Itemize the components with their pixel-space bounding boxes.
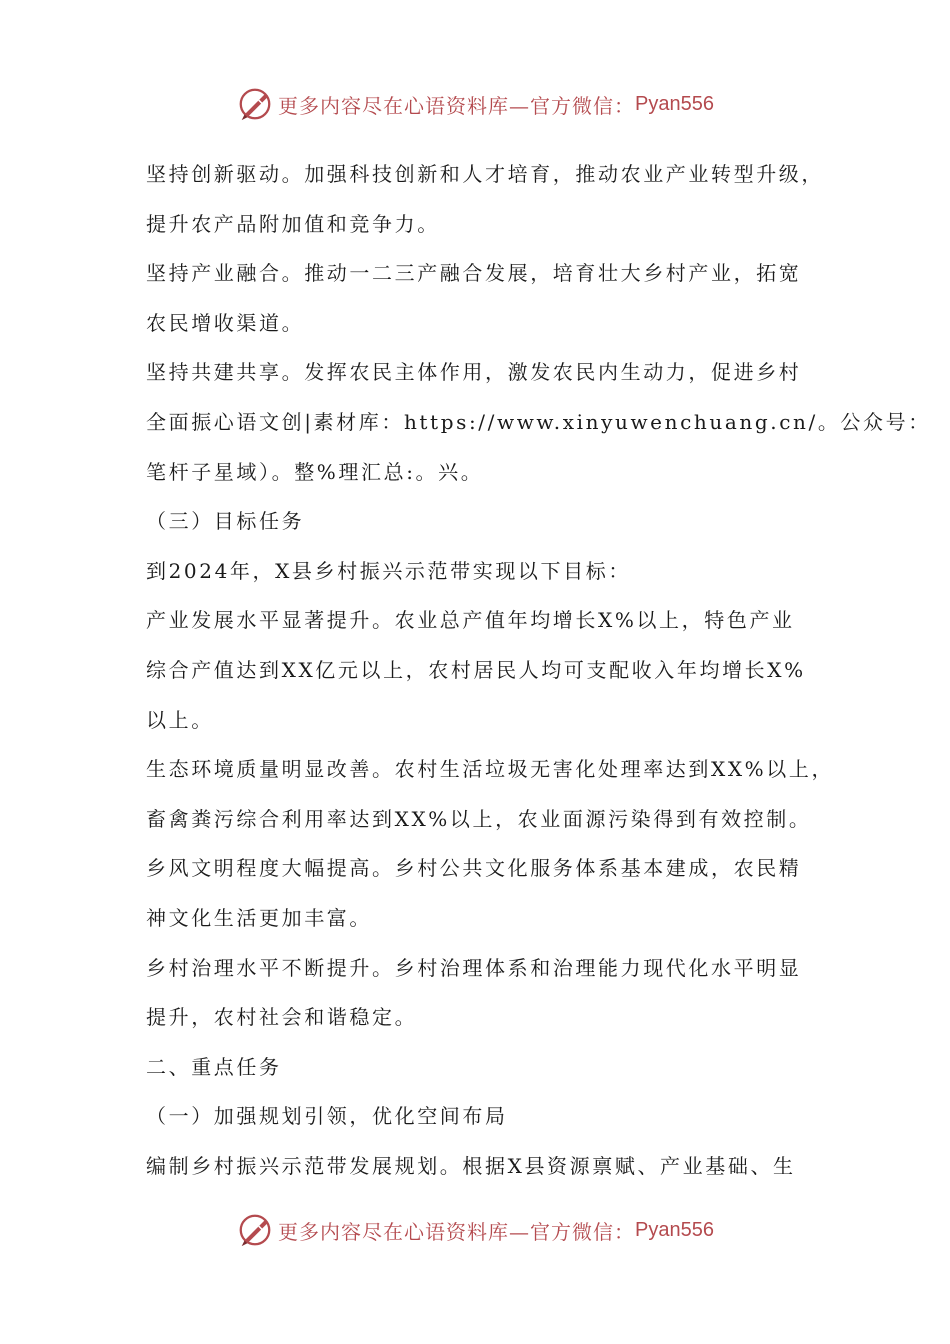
footer-watermark-banner xyxy=(0,1210,950,1250)
section-heading: （一）加强规划引领，优化空间布局 xyxy=(146,1104,508,1129)
watermark-text: 更多内容尽在心语资料库—官方微信： xyxy=(278,93,636,118)
watermark-text: 更多内容尽在心语资料库—官方微信： xyxy=(278,1219,636,1244)
chapter-heading: 二、重点任务 xyxy=(146,1054,282,1079)
text-line: 笔杆子星域）。整%理汇总:。兴。 xyxy=(146,459,484,484)
text-line: 全面振心语文创|素材库：https://www.xinyuwenchuang.cn/。公众号： xyxy=(146,409,931,434)
text-line: 以上。 xyxy=(146,707,214,732)
text-line: 乡村治理水平不断提升。乡村治理体系和治理能力现代化水平明显 xyxy=(146,955,802,980)
watermark-handle: Pyan556 xyxy=(635,1218,714,1241)
text-line: 坚持创新驱动。加强科技创新和人才培育，推动农业产业转型升级， xyxy=(146,162,824,186)
document-body xyxy=(146,150,931,1191)
text-line: 乡风文明程度大幅提高。乡村公共文化服务体系基本建成，农民精 xyxy=(146,856,802,881)
text-line: 到2024年，X县乡村振兴示范带实现以下目标： xyxy=(146,558,631,583)
pen-logo-icon xyxy=(236,85,274,123)
text-line: 提升农产品附加值和竞争力。 xyxy=(146,211,440,236)
text-line: 畜禽粪污综合利用率达到XX%以上，农业面源污染得到有效控制。 xyxy=(146,806,812,831)
text-line: 产业发展水平显著提升。农业总产值年均增长X%以上，特色产业 xyxy=(146,608,795,633)
text-line: 农民增收渠道。 xyxy=(146,310,305,335)
text-line: 坚持共建共享。发挥农民主体作用，激发农民内生动力，促进乡村 xyxy=(146,360,802,385)
section-heading: （三）目标任务 xyxy=(146,509,305,534)
text-line: 编制乡村振兴示范带发展规划。根据X县资源禀赋、产业基础、生 xyxy=(146,1153,796,1178)
text-line: 神文化生活更加丰富。 xyxy=(146,905,372,930)
text-line: 坚持产业融合。推动一二三产融合发展，培育壮大乡村产业，拓宽 xyxy=(146,261,802,286)
text-line: 生态环境质量明显改善。农村生活垃圾无害化处理率达到XX%以上， xyxy=(146,757,835,782)
watermark-handle: Pyan556 xyxy=(635,92,714,115)
text-line: 提升，农村社会和谐稳定。 xyxy=(146,1005,418,1030)
pen-logo-icon xyxy=(236,1211,274,1249)
text-line: 综合产值达到XX亿元以上，农村居民人均可支配收入年均增长X% xyxy=(146,657,806,682)
header-watermark-banner xyxy=(0,84,950,124)
